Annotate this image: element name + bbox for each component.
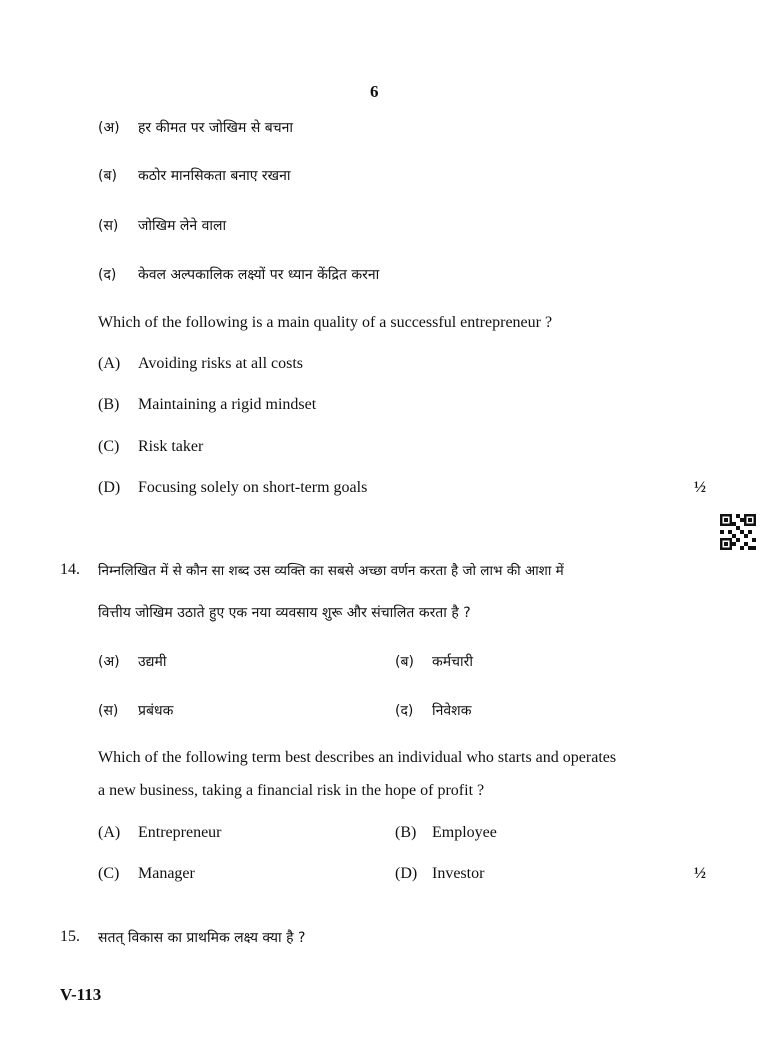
- option-label: (D): [98, 479, 121, 496]
- option-label: (C): [98, 438, 120, 455]
- option-label: (ब): [395, 654, 414, 670]
- q14-number: 14.: [60, 561, 80, 578]
- option-text: Risk taker: [138, 438, 204, 455]
- q14-english-question-line2: a new business, taking a financial risk in the hope of profit ?: [98, 782, 485, 799]
- option-label: (D): [395, 865, 418, 882]
- option-text: केवल अल्पकालिक लक्ष्यों पर ध्यान केंद्रित करना: [138, 267, 380, 283]
- page-number: 6: [370, 82, 379, 101]
- option-text: Employee: [432, 824, 497, 841]
- option-label: (स): [98, 218, 119, 234]
- option-text: जोखिम लेने वाला: [138, 218, 227, 234]
- option-text: प्रबंधक: [138, 703, 174, 719]
- q13-marks: ½: [694, 479, 706, 496]
- option-label: (अ): [98, 654, 120, 670]
- option-text: Avoiding risks at all costs: [138, 355, 304, 372]
- option-label: (स): [98, 703, 119, 719]
- option-text: Entrepreneur: [138, 824, 222, 841]
- option-text: Maintaining a rigid mindset: [138, 396, 317, 413]
- option-text: Focusing solely on short-term goals: [138, 479, 368, 496]
- option-label: (B): [395, 824, 417, 841]
- option-label: (द): [98, 267, 117, 283]
- option-text: उद्यमी: [138, 654, 167, 670]
- option-label: (ब): [98, 168, 117, 184]
- q15-number: 15.: [60, 928, 80, 945]
- q14-marks: ½: [694, 865, 706, 882]
- option-text: निवेशक: [432, 703, 472, 719]
- q15-hindi-question: सतत् विकास का प्राथमिक लक्ष्य क्या है ?: [98, 930, 306, 946]
- option-text: हर कीमत पर जोखिम से बचना: [138, 120, 294, 136]
- option-label: (C): [98, 865, 120, 882]
- q13-english-question: Which of the following is a main quality of a successful entrepreneur ?: [98, 314, 553, 331]
- option-text: Manager: [138, 865, 195, 882]
- option-label: (B): [98, 396, 120, 413]
- option-text: Investor: [432, 865, 485, 882]
- option-label: (A): [98, 355, 121, 372]
- q14-hindi-question-line1: निम्नलिखित में से कौन सा शब्द उस व्यक्ति का सबसे अच्छा वर्णन करता है जो लाभ की आशा में: [98, 563, 564, 579]
- option-label: (अ): [98, 120, 120, 136]
- option-text: कठोर मानसिकता बनाए रखना: [138, 168, 291, 184]
- option-label: (द): [395, 703, 414, 719]
- q14-english-question-line1: Which of the following term best describes an individual who starts and operates: [98, 749, 617, 766]
- footer-code: V-113: [60, 985, 102, 1004]
- q14-hindi-question-line2: वित्तीय जोखिम उठाते हुए एक नया व्यवसाय शुरू और संचालित करता है ?: [98, 605, 471, 621]
- qr-code-icon: [720, 514, 756, 550]
- option-text: कर्मचारी: [432, 654, 473, 670]
- option-label: (A): [98, 824, 121, 841]
